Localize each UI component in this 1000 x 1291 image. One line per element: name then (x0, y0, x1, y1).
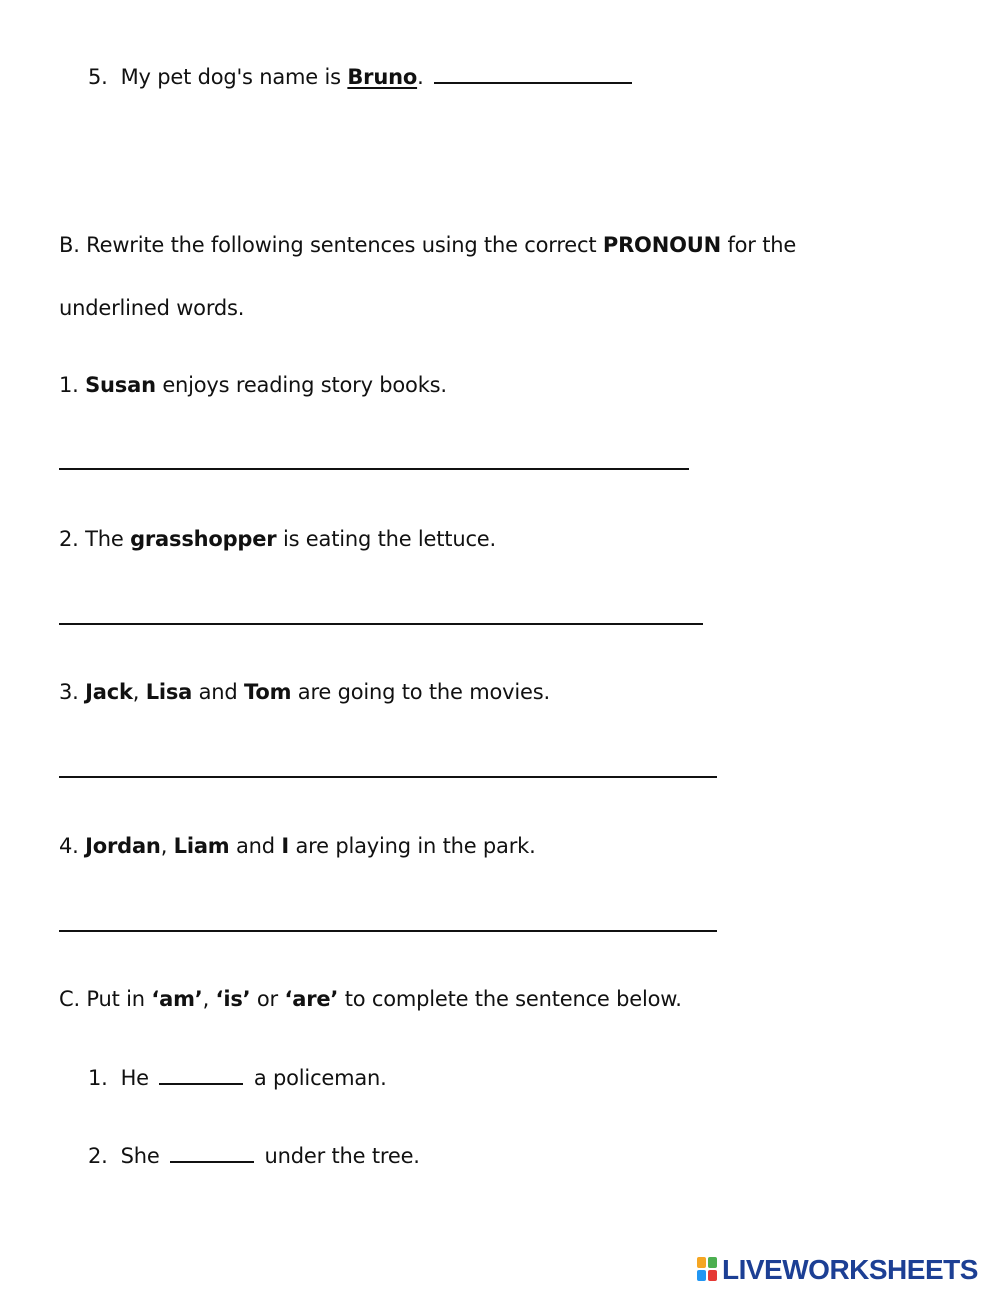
question-text: My pet dog's name is (120, 65, 341, 89)
section-b-heading-line2: underlined words. (59, 296, 245, 320)
answer-line-2[interactable] (59, 623, 703, 625)
answer-blank[interactable] (434, 62, 632, 84)
item-number: 3. (59, 680, 79, 704)
item-number: 1. (88, 1066, 108, 1090)
answer-line-4[interactable] (59, 930, 717, 932)
underlined-word: Bruno (347, 65, 418, 89)
underlined-word: Tom (244, 680, 292, 704)
choice-word: ‘am’ (151, 987, 203, 1011)
item-number: 1. (59, 373, 79, 397)
underlined-word: I (281, 834, 290, 858)
punctuation: . (417, 65, 424, 89)
item-text: under the tree. (264, 1144, 420, 1168)
item-text: are playing in the park. (295, 834, 536, 858)
heading-text: to complete the sentence below. (344, 987, 682, 1011)
answer-line-3[interactable] (59, 776, 717, 778)
punctuation: , (132, 680, 140, 704)
section-b-heading (59, 231, 796, 259)
logo-badge-icon (697, 1257, 719, 1283)
underlined-word: Jack (85, 680, 133, 704)
heading-text: B. Rewrite the following sentences using the correct (59, 233, 597, 257)
choice-word: ‘is’ (215, 987, 251, 1011)
heading-text: for the (727, 233, 797, 257)
logo-square (708, 1257, 717, 1268)
item-text: and (198, 680, 238, 704)
b-item-3 (59, 678, 550, 706)
logo-square (697, 1257, 706, 1268)
question-number: 5. (88, 65, 108, 89)
answer-line-1[interactable] (59, 468, 689, 470)
underlined-word: Jordan (85, 834, 161, 858)
item-number: 4. (59, 834, 79, 858)
b-item-4 (59, 832, 536, 860)
section-c-heading (59, 985, 682, 1013)
underlined-word: Lisa (145, 680, 193, 704)
item-text: are going to the movies. (297, 680, 550, 704)
item-number: 2. (88, 1144, 108, 1168)
choice-word: ‘are’ (284, 987, 339, 1011)
item-text: He (120, 1066, 149, 1090)
item-text: a policeman. (253, 1066, 387, 1090)
punctuation: , (202, 987, 210, 1011)
answer-blank[interactable] (170, 1141, 254, 1163)
heading-keyword: PRONOUN (602, 233, 721, 257)
logo-square (708, 1270, 717, 1281)
c-item-2 (88, 1141, 420, 1170)
underlined-word: Susan (85, 373, 156, 397)
question-5 (88, 62, 636, 91)
underlined-word: Liam (173, 834, 230, 858)
logo-text: LIVEWORKSHEETS (722, 1254, 978, 1285)
item-text: enjoys reading story books. (162, 373, 447, 397)
underlined-word: grasshopper (130, 527, 277, 551)
punctuation: , (160, 834, 168, 858)
logo-square (697, 1270, 706, 1281)
item-text: and (235, 834, 275, 858)
answer-blank[interactable] (159, 1063, 243, 1085)
liveworksheets-logo (697, 1253, 978, 1287)
heading-text: C. Put in (59, 987, 145, 1011)
c-item-1 (88, 1063, 387, 1092)
item-number: 2. The (59, 527, 124, 551)
heading-text: or (256, 987, 278, 1011)
b-item-1 (59, 371, 447, 399)
b-item-2 (59, 525, 496, 553)
item-text: She (120, 1144, 160, 1168)
item-text: is eating the lettuce. (282, 527, 496, 551)
